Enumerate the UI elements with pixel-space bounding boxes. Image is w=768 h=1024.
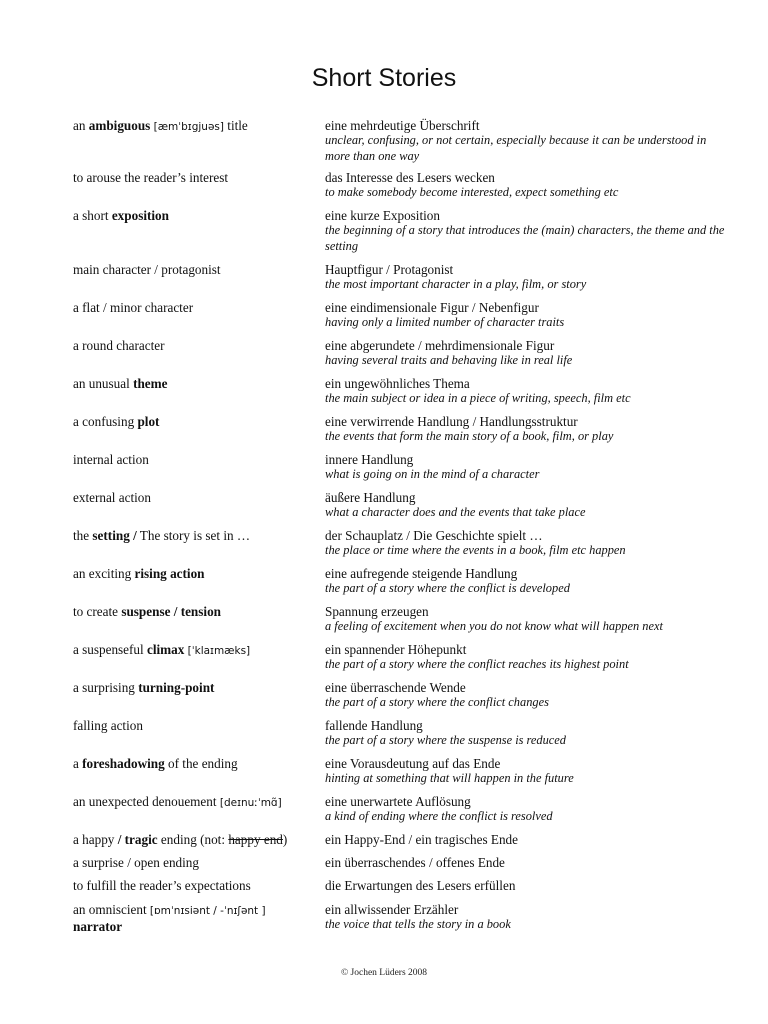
english-definition: the part of a story where the conflict changes [325,695,549,709]
term-text: of the ending [164,756,238,771]
term-text: a surprising [73,680,139,695]
english-definition: the part of a story where the conflict reaches its highest point [325,657,629,671]
key-term: narrator [73,919,123,934]
english-term [73,680,313,696]
german-translation: eine überraschende Wende [325,680,466,695]
german-translation: eine abgerundete / mehrdimensionale Figur [325,338,555,353]
term-text: to arouse the reader’s interest [73,170,229,185]
term-text: an [73,118,89,133]
german-translation: eine mehrdeutige Überschrift [325,118,480,133]
term-text: title [223,118,248,133]
english-definition: the place or time where the events in a book, film etc happen [325,543,626,557]
term-text: ) [282,832,288,847]
english-term [73,756,313,772]
english-term [73,170,313,186]
term-text: a flat / minor character [73,300,194,315]
english-term [73,452,313,468]
german-translation: das Interesse des Lesers wecken [325,170,495,185]
german-translation: ein überraschendes / offenes Ende [325,855,505,870]
key-term: foreshadowing [82,756,165,771]
key-term: setting / [92,528,137,543]
term-text: a surprise / open ending [73,855,199,870]
english-definition: a kind of ending where the conflict is resolved [325,809,553,823]
term-text: happy end [228,832,283,847]
phonetic-transcription: [ˈklaɪmæks] [187,645,251,657]
english-term [73,262,313,278]
german-translation: innere Handlung [325,452,414,467]
english-definition: the part of a story where the suspense is reduced [325,733,567,747]
german-translation: der Schauplatz / Die Geschichte spielt … [325,528,543,543]
english-definition: what is going on in the mind of a character [325,467,540,481]
english-term [73,794,313,811]
english-term [73,376,313,392]
term-text: a [73,756,83,771]
term-text: falling action [73,718,143,733]
german-translation: ein Happy-End / ein tragisches Ende [325,832,518,847]
english-definition: the part of a story where the conflict is developed [325,581,570,595]
german-translation: die Erwartungen des Lesers erfüllen [325,878,516,893]
english-term [73,300,313,316]
term-text: external action [73,490,151,505]
key-term: climax [146,642,185,657]
term-text: to create [73,604,122,619]
english-term [73,718,313,734]
english-term [73,118,313,135]
term-text: an unusual [73,376,134,391]
english-term [73,642,313,659]
german-translation: äußere Handlung [325,490,416,505]
term-text: a short [73,208,112,223]
term-text: a round character [73,338,165,353]
term-text: The story is set in … [136,528,251,543]
page-title: Short Stories [311,64,457,92]
key-term: exposition [111,208,169,223]
english-definition: a feeling of excitement when you do not know what will happen next [325,619,663,633]
english-term [73,528,313,544]
german-translation: Hauptfigur / Protagonist [325,262,454,277]
english-term [73,878,313,894]
term-text: to fulfill the reader’s expectations [73,878,251,893]
english-definition: unclear, confusing, or not certain, especially because it can be understood in more than one way [325,133,707,163]
term-text: an unexpected denouement [73,794,220,809]
german-translation: eine kurze Exposition [325,208,440,223]
english-term [73,832,313,848]
german-translation: ein allwissender Erzähler [325,902,459,917]
key-term: ambiguous [88,118,151,133]
key-term: theme [133,376,168,391]
english-term [73,604,313,620]
copyright-footer: © Jochen Lüders 2008 [340,968,428,978]
english-term [73,566,313,582]
english-definition: to make somebody become interested, expect something etc [325,185,619,199]
english-definition: the beginning of a story that introduces the (main) characters, the theme and the setting [325,223,725,253]
english-definition: what a character does and the events that take place [325,505,586,519]
english-definition: having only a limited number of character traits [325,315,565,329]
german-translation: Spannung erzeugen [325,604,429,619]
term-text: an omniscient [73,902,150,917]
german-translation: eine eindimensionale Figur / Nebenfigur [325,300,539,315]
english-term [73,902,313,935]
term-text: a confusing [73,414,138,429]
phonetic-transcription: [deɪnuːˈmɑ̃] [219,797,282,809]
term-text: a happy [73,832,118,847]
key-term: suspense / tension [121,604,221,619]
german-translation: ein ungewöhnliches Thema [325,376,470,391]
english-term [73,338,313,354]
german-translation: eine verwirrende Handlung / Handlungsstruktur [325,414,578,429]
term-text: the [73,528,93,543]
german-translation: ein spannender Höhepunkt [325,642,467,657]
key-term: plot [137,414,160,429]
english-definition: the voice that tells the story in a book [325,917,511,931]
german-translation: eine Vorausdeutung auf das Ende [325,756,501,771]
german-translation: eine aufregende steigende Handlung [325,566,518,581]
term-text: an exciting [73,566,135,581]
english-definition: hinting at something that will happen in the future [325,771,574,785]
term-text: main character / protagonist [73,262,221,277]
key-term: turning-point [138,680,215,695]
english-term [73,208,313,224]
term-text: ending (not: [157,832,229,847]
term-text: internal action [73,452,149,467]
english-term [73,490,313,506]
german-translation: eine unerwartete Auflösung [325,794,471,809]
term-text: a suspenseful [73,642,147,657]
key-term: rising action [134,566,205,581]
key-term: / tragic [117,832,158,847]
english-term [73,414,313,430]
phonetic-transcription: [æmˈbɪgjuəs] [153,121,224,133]
english-term [73,855,313,871]
english-definition: the most important character in a play, film, or story [325,277,587,291]
german-translation: fallende Handlung [325,718,423,733]
english-definition: the events that form the main story of a book, film, or play [325,429,614,443]
english-definition: having several traits and behaving like in real life [325,353,573,367]
phonetic-transcription: [ɒmˈnɪsiənt / -ˈnɪʃənt ] [149,905,266,917]
english-definition: the main subject or idea in a piece of writing, speech, film etc [325,391,631,405]
